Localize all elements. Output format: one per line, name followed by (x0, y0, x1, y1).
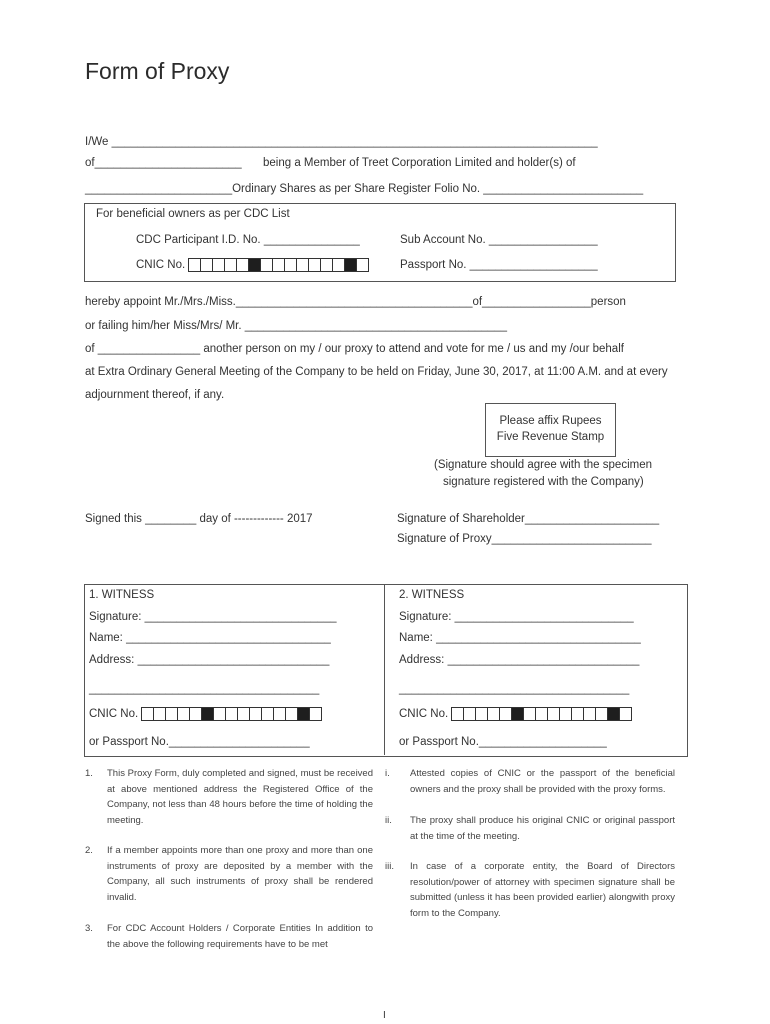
adjournment-line: adjournment thereof, if any. (85, 389, 225, 401)
shares-line: _______________________Ordinary Shares as per Share Register Folio No. _________________________ (85, 183, 644, 195)
sub-account-field[interactable]: Sub Account No. _________________ (400, 234, 598, 246)
page-number: I (383, 1010, 386, 1021)
witness2-address-line2[interactable]: ____________________________________ (399, 683, 630, 695)
note-2-text: If a member appoints more than one proxy and more than one instruments of proxy are deposited by a member with the Company, all such instruments of proxy shall be rendered invalid. (107, 845, 373, 903)
witness2-heading: 2. WITNESS (399, 589, 465, 601)
witness1-heading: 1. WITNESS (89, 589, 155, 601)
witness1-passport[interactable]: or Passport No.______________________ (89, 736, 310, 748)
note-2-number: 2. (85, 845, 93, 856)
of-line-label: of_______________________ (85, 157, 242, 169)
stamp-line-2: Five Revenue Stamp (496, 431, 605, 443)
cdc-cnic-label: CNIC No. (136, 259, 186, 272)
member-line: being a Member of Treet Corporation Limited and holder(s) of (263, 157, 576, 169)
note-1-number: 1. (85, 768, 93, 779)
cnic-boxes[interactable] (188, 258, 369, 272)
witness2-cnic-label: CNIC No. (399, 708, 449, 721)
witness1-address-line2[interactable]: ____________________________________ (89, 683, 320, 695)
witness1-address[interactable]: Address: ______________________________ (89, 654, 330, 666)
witness2-name[interactable]: Name: ________________________________ (399, 632, 641, 644)
we-line: I/We ____________________________________________________________________________ (85, 136, 598, 148)
note-i-number: i. (385, 768, 390, 779)
witness1-cnic-label: CNIC No. (89, 708, 139, 721)
shareholder-signature-line[interactable]: Signature of Shareholder_____________________ (397, 513, 660, 525)
note-3-number: 3. (85, 923, 93, 934)
witness1-cnic-boxes[interactable] (141, 707, 322, 721)
witness2-cnic-field[interactable] (399, 707, 632, 721)
passport-field[interactable]: Passport No. ____________________ (400, 259, 598, 271)
form-title: Form of Proxy (85, 58, 230, 84)
cdc-heading: For beneficial owners as per CDC List (96, 208, 290, 220)
note-ii-text: The proxy shall produce his original CNIC or original passport at the time of the meeting. (410, 815, 675, 842)
witness-box (84, 584, 688, 757)
cdc-cnic-field[interactable] (136, 258, 369, 272)
cdc-participant-field[interactable]: CDC Participant I.D. No. _______________ (136, 234, 360, 246)
proxy-signature-line[interactable]: Signature of Proxy_________________________ (397, 533, 652, 545)
failing-line: or failing him/her Miss/Mrs/ Mr. _________________________________________ (85, 320, 507, 332)
witness2-signature[interactable]: Signature: ____________________________ (399, 611, 634, 623)
witness2-passport[interactable]: or Passport No.____________________ (399, 736, 607, 748)
witness1-name[interactable]: Name: ________________________________ (89, 632, 331, 644)
note-3-text: For CDC Account Holders / Corporate Entities In addition to the above the following requirements have to be met (107, 923, 373, 950)
signature-note-2: signature registered with the Company) (443, 476, 644, 488)
stamp-line-1: Please affix Rupees (499, 415, 602, 427)
another-person-line: of ________________ another person on my / our proxy to attend and vote for me / us and my /our behalf (85, 343, 624, 355)
appoint-line: hereby appoint Mr./Mrs./Miss._____________________________________of_________________person (85, 296, 626, 308)
note-iii-number: iii. (385, 861, 394, 872)
witness1-signature[interactable]: Signature: ______________________________ (89, 611, 337, 623)
revenue-stamp-box (485, 403, 616, 457)
note-ii-number: ii. (385, 815, 392, 826)
witness1-cnic-field[interactable] (89, 707, 322, 721)
signature-note-1: (Signature should agree with the specimen (434, 459, 652, 471)
note-1-text: This Proxy Form, duly completed and signed, must be received at above mentioned address the Registered Office of the Company, not less than 48 hours before the time of holding the meeting. (107, 768, 373, 826)
meeting-line: at Extra Ordinary General Meeting of the Company to be held on Friday, June 30, 2017, at 11:00 A.M. and at every (85, 366, 668, 378)
witness-divider (384, 584, 385, 755)
note-iii-text: In case of a corporate entity, the Board of Directors resolution/power of attorney with specimen signature shall be submitted (unless it has been provided earlier) alongwith proxy form to the Company. (410, 861, 675, 919)
witness2-cnic-boxes[interactable] (451, 707, 632, 721)
signed-date-line: Signed this ________ day of ------------- 2017 (85, 513, 313, 525)
witness2-address[interactable]: Address: ______________________________ (399, 654, 640, 666)
note-i-text: Attested copies of CNIC or the passport of the beneficial owners and the proxy shall be provided with the proxy forms. (410, 768, 675, 795)
